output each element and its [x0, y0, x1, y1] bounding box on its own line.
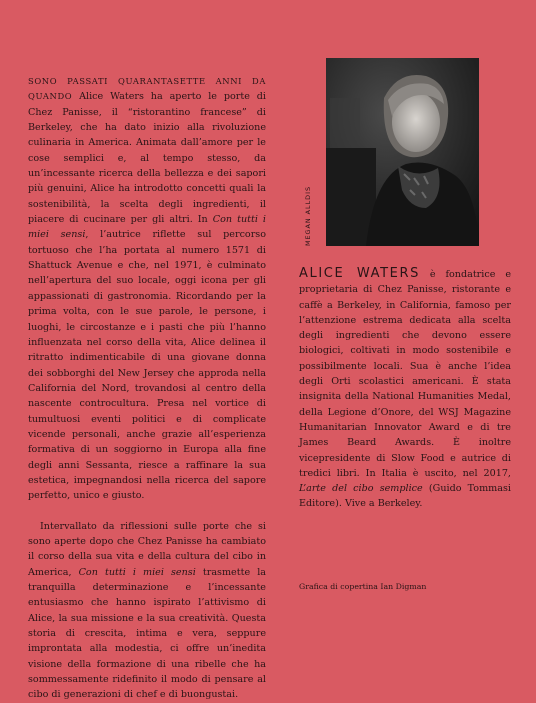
flap-text-segment: Intervallato da riflessioni sulle porte che si sono aperte dopo che Chez Panisse ha cambiato il corso della sua vita e della cultura del cibo in America,	[28, 520, 266, 578]
author-name: ALICE WATERS	[299, 266, 420, 281]
author-bio	[299, 266, 511, 512]
front-flap-text	[28, 74, 266, 703]
flap-text-segment: , l’autrice riflette sul percorso tortuoso che l’ha portata al numero 1571 di Shattuck Avenue e che, nel 1971, è culminato nell’apertura del suo locale, oggi icona per gli appassionati di gastronomia. Ricordando per la prima volta, con le sue parole, le persone, i luoghi, le circostanze e i pasti che più l’hanno influenzata nel corso della vita, Alice delinea il ritratto indimenticabile di una giovane donna dei sobborghi del New Jersey che approda nella California del Nord, trovandosi al centro della nascente controcultura. Presa nel vortice di tumultuosi eventi politici e di complicate vicende personali, anche grazie all’esperienza formativa di un soggiorno in Europa alla fine degli anni Sessanta, riesce a raffinare la sua estetica, impegnandosi nella ricerca del sapore perfetto, unico e giusto.	[28, 229, 266, 502]
flap-text-segment: Alice Waters ha aperto le porte di Chez Panisse, il “ristorantino francese” di Berkeley, che ha dato inizio alla rivoluzione culinaria in America. Animata dall’amore per le cose semplici e, al tempo stesso, da un’incessante ricerca della bellezza e dei sapori più genuini, Alice ha introdotto concetti quali la sostenibilità, la scelta degli ingredienti, il piacere di cucinare per gli altri. In	[28, 91, 266, 226]
flap-paragraph-1	[28, 74, 266, 504]
cover-design-credit: Grafica di copertina Ian Digman	[299, 582, 427, 591]
book-title: Con tutti i miei sensi	[28, 214, 266, 241]
bio-text-segment: è fondatrice e proprietaria di Chez Panisse, ristorante e caffè a Berkeley, in California, famoso per l’attenzione estrema dedicata alla scelta degli ingredienti che devono essere biologici, coltivati in modo sostenibile e possibilmente locali. Sua è anche l’idea degli Orti scolastici americani. È stata insignita della National Humanities Medal, della Legione d’Onore, del WSJ Magazine Humanitarian Innovator Award e di tre James Beard Awards. È inoltre vicepresidente di Slow Food e autrice di tredici libri. In Italia è uscito, nel 2017,	[299, 269, 511, 479]
flap-paragraph-2	[28, 519, 266, 703]
opening-lead-in: SONO PASSATI QUARANTASETTE ANNI DA QUANDO	[28, 76, 266, 102]
flap-text-segment: trasmette la tranquilla determinazione e l’incessante entusiasmo che hanno ispirato l’attivismo di Alice, la sua missione e la sua creatività. Questa storia di crescita, intima e vera, seppure improntata alla modestia, ci offre un’inedita visione della formazione di una ribelle che ha sommessamente ridefinito il modo di pensare al cibo di generazioni di chef e di buongustai.	[28, 566, 266, 701]
book-title: Con tutti i miei sensi	[78, 566, 196, 578]
author-photo	[326, 58, 479, 246]
photo-credit: MEGAN ALLDIS	[304, 185, 312, 246]
previous-book-title: L’arte del cibo semplice	[299, 483, 423, 495]
bio-text-segment: (Guido Tommasi Editore). Vive a Berkeley.	[299, 483, 511, 510]
